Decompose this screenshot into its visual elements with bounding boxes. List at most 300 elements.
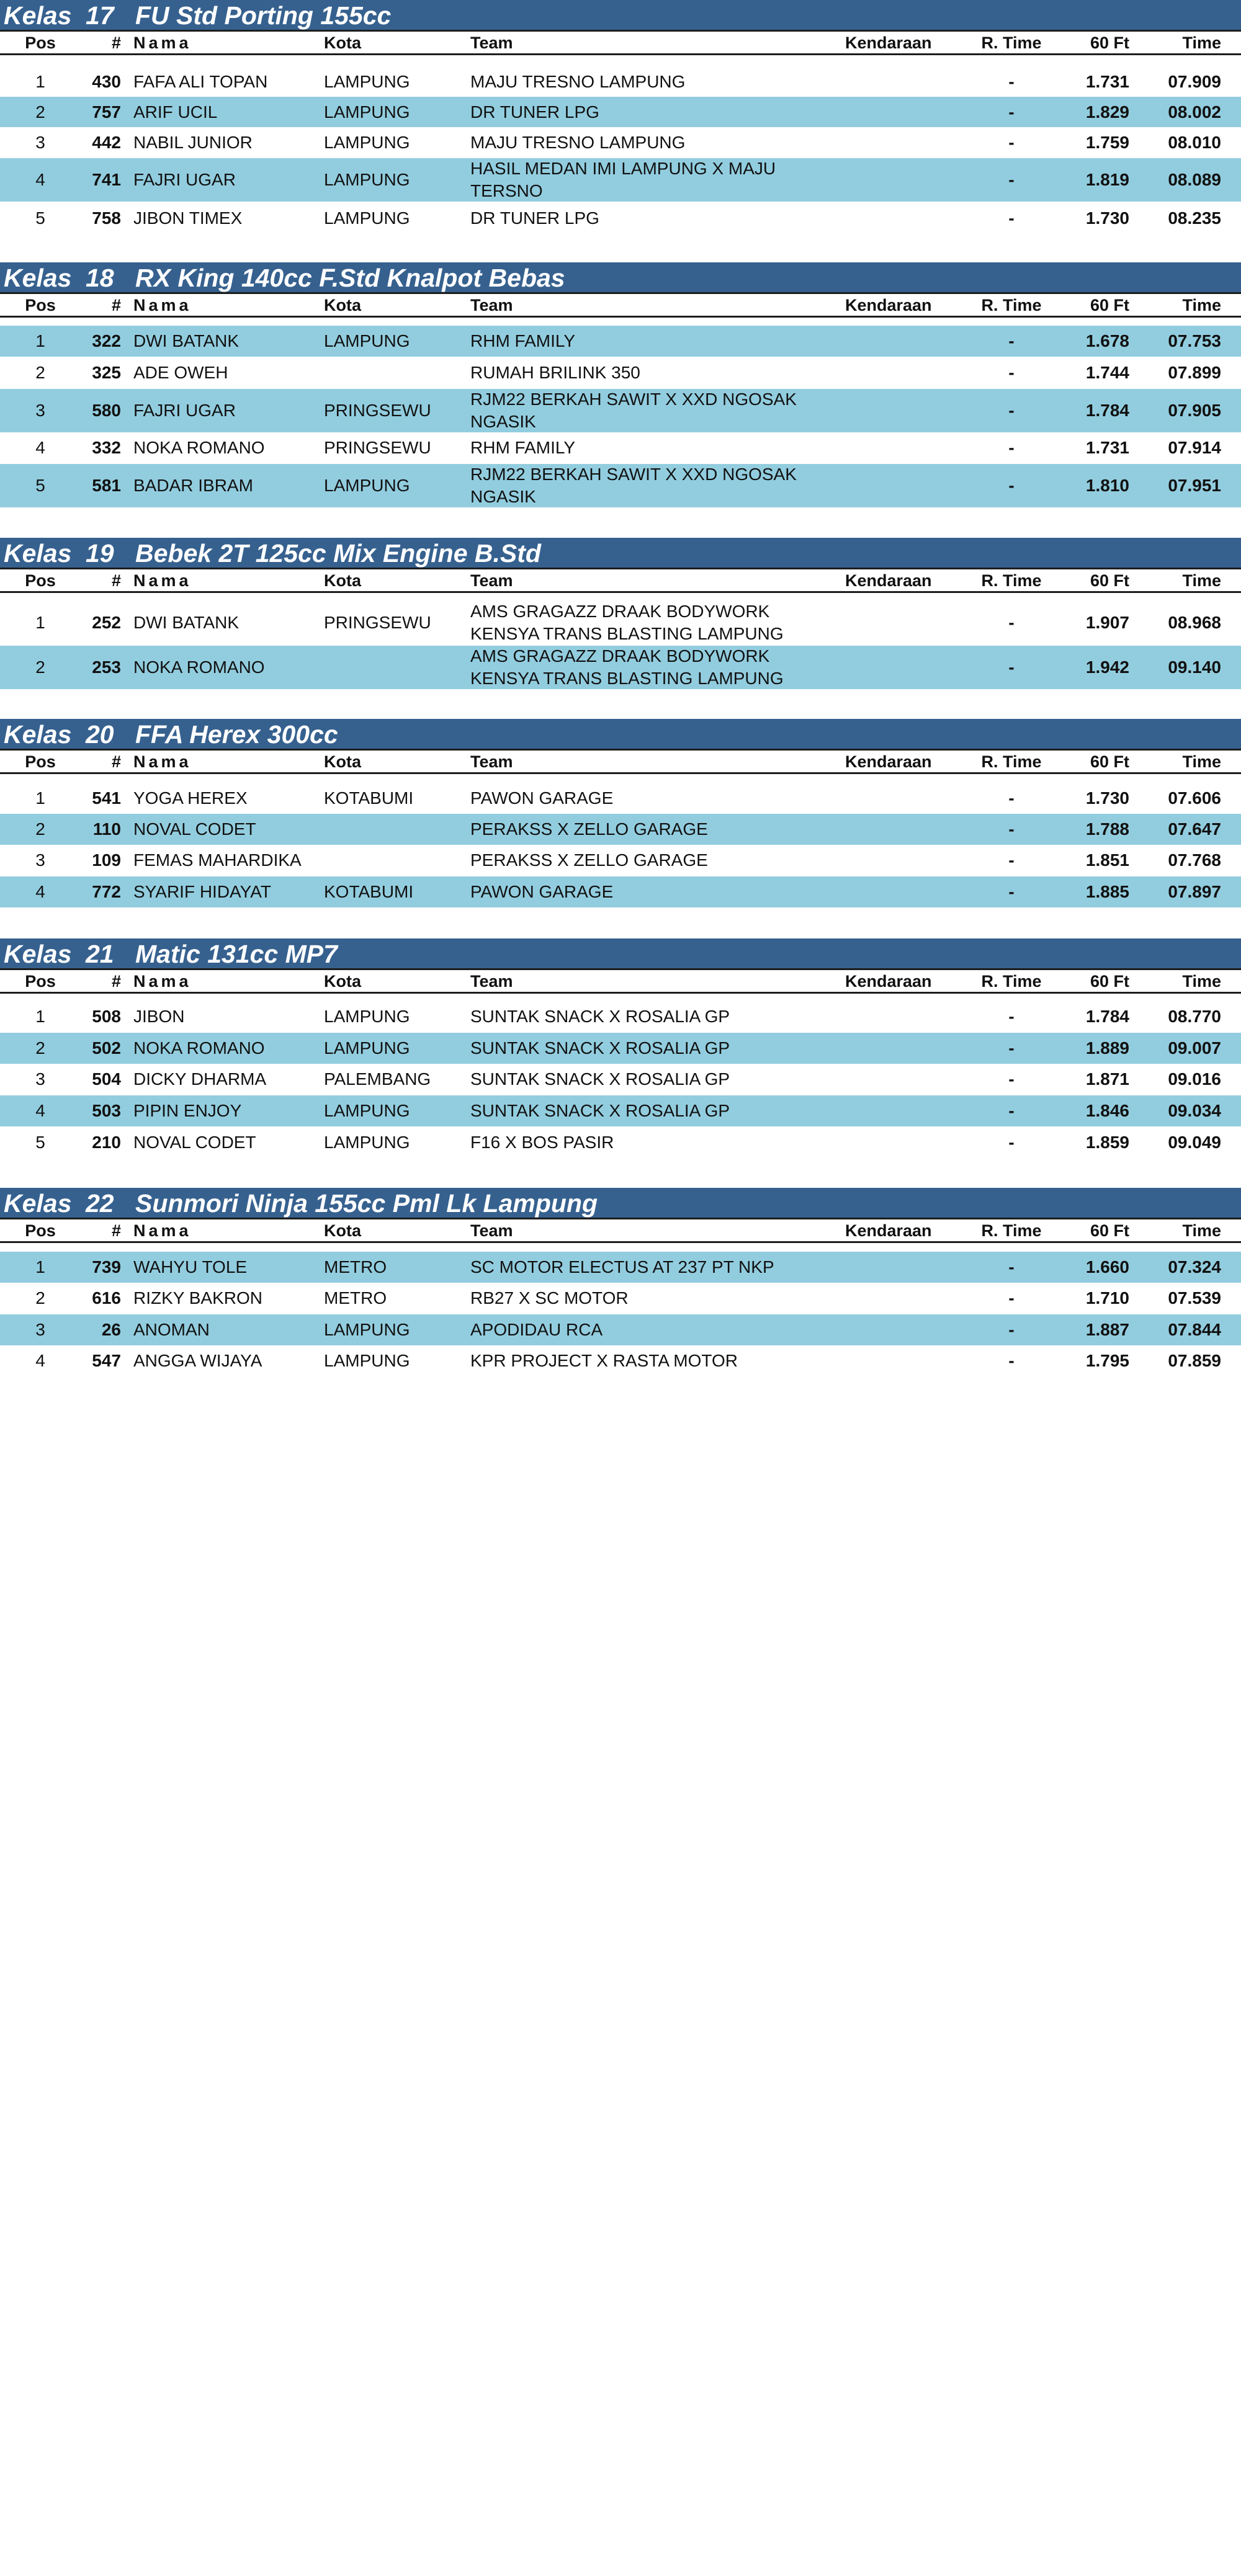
column-header-nama: Nama <box>133 752 192 771</box>
cell-num: 430 <box>92 71 121 91</box>
header-divider <box>0 53 1241 55</box>
column-header-num: # <box>111 571 121 590</box>
cell-kendaraan <box>831 326 949 357</box>
column-header-kota: Kota <box>324 296 361 314</box>
table-row <box>0 357 1241 388</box>
table-row <box>0 783 1241 814</box>
cell-pos: 1 <box>35 1257 45 1277</box>
cell-team: RJM22 BERKAH SAWIT X XXD NGOSAK NGASIK <box>470 390 797 431</box>
column-header-time: Time <box>1182 1221 1221 1240</box>
cell-time: 09.034 <box>1168 1101 1221 1120</box>
cell-pos: 4 <box>35 438 45 457</box>
class-title: FFA Herex 300cc <box>135 720 338 749</box>
cell-kendaraan <box>831 97 949 127</box>
cell-ft60: 1.819 <box>1085 170 1129 189</box>
column-header-num: # <box>111 296 121 314</box>
cell-nama: FAFA ALI TOPAN <box>133 71 268 91</box>
cell-pos: 5 <box>35 208 45 228</box>
column-header-team: Team <box>470 33 513 52</box>
column-header-rtime: R. Time <box>981 33 1042 52</box>
cell-kendaraan <box>831 1345 949 1376</box>
column-header-nama: Nama <box>133 1221 192 1240</box>
header-divider <box>0 992 1241 994</box>
cell-kota: LAMPUNG <box>324 208 410 228</box>
column-header-row <box>0 1219 1241 1242</box>
cell-rtime: - <box>1008 331 1015 350</box>
cell-num: 758 <box>92 208 121 228</box>
column-header-nama: Nama <box>133 571 192 590</box>
column-header-ft60: 60 Ft <box>1090 33 1129 52</box>
cell-kota: PRINGSEWU <box>324 613 431 632</box>
table-row <box>0 158 1241 202</box>
class-title: Sunmori Ninja 155cc Pml Lk Lampung <box>135 1189 598 1218</box>
column-header-row <box>0 569 1241 592</box>
cell-team: AMS GRAGAZZ DRAAK BODYWORK KENSYA TRANS BLASTING LAMPUNG <box>470 646 784 688</box>
column-header-team: Team <box>470 571 513 590</box>
cell-team: PAWON GARAGE <box>470 788 614 808</box>
cell-rtime: - <box>1008 1007 1015 1026</box>
column-header-ft60: 60 Ft <box>1090 571 1129 590</box>
cell-ft60: 1.731 <box>1085 71 1129 91</box>
header-divider <box>0 316 1241 318</box>
cell-kendaraan <box>831 1314 949 1345</box>
cell-rtime: - <box>1008 1351 1015 1370</box>
column-header-team: Team <box>470 752 513 771</box>
cell-kendaraan <box>831 601 949 644</box>
cell-kota: LAMPUNG <box>324 1038 410 1058</box>
cell-kendaraan <box>831 432 949 463</box>
cell-pos: 2 <box>35 819 45 839</box>
column-header-pos: Pos <box>25 33 56 52</box>
column-header-rtime: R. Time <box>981 752 1042 771</box>
column-header-kendaraan: Kendaraan <box>845 972 932 991</box>
column-header-pos: Pos <box>25 1221 56 1240</box>
cell-ft60: 1.885 <box>1085 882 1129 901</box>
class-number: 20 <box>86 720 114 749</box>
cell-num: 741 <box>92 170 121 189</box>
column-header-row <box>0 294 1241 316</box>
cell-rtime: - <box>1008 788 1015 808</box>
cell-kota: LAMPUNG <box>324 331 410 350</box>
cell-nama: NOKA ROMANO <box>133 438 265 457</box>
cell-num: 503 <box>92 1101 121 1120</box>
table-row <box>0 876 1241 907</box>
cell-ft60: 1.744 <box>1085 363 1129 382</box>
column-header-kendaraan: Kendaraan <box>845 1221 932 1240</box>
cell-team: PERAKSS X ZELLO GARAGE <box>470 819 708 839</box>
table-row <box>0 1127 1241 1158</box>
cell-kendaraan <box>831 1283 949 1314</box>
cell-kota: LAMPUNG <box>324 1007 410 1026</box>
cell-rtime: - <box>1008 1069 1015 1089</box>
cell-time: 07.844 <box>1168 1320 1221 1339</box>
table-row <box>0 1064 1241 1095</box>
cell-rtime: - <box>1008 1288 1015 1308</box>
column-header-ft60: 60 Ft <box>1090 752 1129 771</box>
cell-nama: JIBON TIMEX <box>133 208 243 228</box>
cell-team: RUMAH BRILINK 350 <box>470 363 640 382</box>
column-header-nama: Nama <box>133 972 192 991</box>
cell-pos: 1 <box>35 331 45 350</box>
column-header-rtime: R. Time <box>981 571 1042 590</box>
cell-pos: 4 <box>35 1101 45 1120</box>
cell-num: 502 <box>92 1038 121 1058</box>
cell-kendaraan <box>831 1033 949 1064</box>
table-row <box>0 1283 1241 1314</box>
cell-kota: KOTABUMI <box>324 788 414 808</box>
cell-nama: BADAR IBRAM <box>133 476 253 495</box>
table-row <box>0 1095 1241 1126</box>
column-header-rtime: R. Time <box>981 296 1042 314</box>
cell-team: RHM FAMILY <box>470 331 576 350</box>
cell-time: 09.049 <box>1168 1133 1221 1152</box>
cell-time: 07.905 <box>1168 401 1221 420</box>
cell-rtime: - <box>1008 657 1015 677</box>
cell-nama: ANGGA WIJAYA <box>133 1351 262 1370</box>
cell-kota <box>324 845 467 876</box>
cell-kendaraan <box>831 814 949 845</box>
column-header-kota: Kota <box>324 752 361 771</box>
table-row <box>0 389 1241 432</box>
cell-time: 07.539 <box>1168 1288 1221 1308</box>
cell-ft60: 1.859 <box>1085 1133 1129 1152</box>
cell-rtime: - <box>1008 170 1015 189</box>
table-row <box>0 1345 1241 1376</box>
cell-time: 09.016 <box>1168 1069 1221 1089</box>
class-banner <box>0 1188 1241 1219</box>
cell-pos: 4 <box>35 170 45 189</box>
table-row <box>0 66 1241 97</box>
cell-nama: FEMAS MAHARDIKA <box>133 850 302 870</box>
cell-rtime: - <box>1008 363 1015 382</box>
cell-time: 07.909 <box>1168 71 1221 91</box>
cell-kota: LAMPUNG <box>324 71 410 91</box>
cell-time: 09.140 <box>1168 657 1221 677</box>
cell-team: DR TUNER LPG <box>470 102 599 122</box>
cell-time: 07.914 <box>1168 438 1221 457</box>
cell-time: 08.089 <box>1168 170 1221 189</box>
table-row <box>0 601 1241 644</box>
cell-nama: DWI BATANK <box>133 331 240 350</box>
cell-num: 547 <box>92 1351 121 1370</box>
cell-nama: NABIL JUNIOR <box>133 132 253 152</box>
cell-time: 08.770 <box>1168 1007 1221 1026</box>
cell-num: 581 <box>92 476 121 495</box>
cell-team: HASIL MEDAN IMI LAMPUNG X MAJU TERSNO <box>470 159 776 200</box>
cell-num: 26 <box>101 1320 121 1339</box>
column-header-kota: Kota <box>324 972 361 991</box>
cell-pos: 3 <box>35 850 45 870</box>
cell-rtime: - <box>1008 1038 1015 1058</box>
cell-kota: METRO <box>324 1288 387 1308</box>
cell-ft60: 1.784 <box>1085 1007 1129 1026</box>
column-header-pos: Pos <box>25 972 56 991</box>
column-header-kota: Kota <box>324 571 361 590</box>
cell-nama: ARIF UCIL <box>133 102 218 122</box>
cell-num: 110 <box>92 819 121 839</box>
cell-pos: 5 <box>35 476 45 495</box>
table-row <box>0 432 1241 463</box>
cell-pos: 3 <box>35 1320 45 1339</box>
cell-rtime: - <box>1008 102 1015 122</box>
cell-team: MAJU TRESNO LAMPUNG <box>470 132 686 152</box>
cell-nama: WAHYU TOLE <box>133 1257 248 1277</box>
cell-nama: FAJRI UGAR <box>133 401 236 420</box>
class-number: 18 <box>86 264 114 292</box>
cell-ft60: 1.846 <box>1085 1101 1129 1120</box>
cell-ft60: 1.730 <box>1085 788 1129 808</box>
cell-rtime: - <box>1008 613 1015 632</box>
cell-ft60: 1.759 <box>1085 132 1129 152</box>
cell-pos: 3 <box>35 1069 45 1089</box>
cell-num: 508 <box>92 1007 121 1026</box>
table-row <box>0 814 1241 845</box>
cell-pos: 3 <box>35 132 45 152</box>
cell-kota: LAMPUNG <box>324 170 410 189</box>
table-row <box>0 464 1241 507</box>
column-header-rtime: R. Time <box>981 1221 1042 1240</box>
class-label: Kelas <box>4 940 72 968</box>
cell-team: RJM22 BERKAH SAWIT X XXD NGOSAK NGASIK <box>470 465 797 506</box>
cell-time: 07.899 <box>1168 363 1221 382</box>
column-header-pos: Pos <box>25 571 56 590</box>
cell-kota: LAMPUNG <box>324 476 410 495</box>
cell-team: PERAKSS X ZELLO GARAGE <box>470 850 708 870</box>
column-header-team: Team <box>470 296 513 314</box>
column-header-time: Time <box>1182 296 1221 314</box>
cell-kota: LAMPUNG <box>324 1320 410 1339</box>
column-header-time: Time <box>1182 752 1221 771</box>
cell-ft60: 1.710 <box>1085 1288 1129 1308</box>
cell-pos: 2 <box>35 1038 45 1058</box>
cell-kota: LAMPUNG <box>324 1133 410 1152</box>
column-header-ft60: 60 Ft <box>1090 1221 1129 1240</box>
column-header-time: Time <box>1182 972 1221 991</box>
cell-time: 07.951 <box>1168 476 1221 495</box>
cell-rtime: - <box>1008 476 1015 495</box>
column-header-num: # <box>111 1221 121 1240</box>
cell-ft60: 1.907 <box>1085 613 1129 632</box>
class-label: Kelas <box>4 1189 72 1218</box>
table-row <box>0 127 1241 158</box>
table-row <box>0 1314 1241 1345</box>
class-title: Bebek 2T 125cc Mix Engine B.Std <box>135 539 541 568</box>
cell-nama: NOKA ROMANO <box>133 1038 265 1058</box>
cell-rtime: - <box>1008 1320 1015 1339</box>
cell-pos: 2 <box>35 102 45 122</box>
cell-pos: 4 <box>35 1351 45 1370</box>
cell-nama: DWI BATANK <box>133 613 240 632</box>
cell-num: 504 <box>92 1069 121 1089</box>
cell-team: RB27 X SC MOTOR <box>470 1288 629 1308</box>
cell-time: 07.753 <box>1168 331 1221 350</box>
column-header-rtime: R. Time <box>981 972 1042 991</box>
cell-num: 616 <box>92 1288 121 1308</box>
cell-ft60: 1.731 <box>1085 438 1129 457</box>
cell-kendaraan <box>831 464 949 507</box>
cell-num: 322 <box>92 331 121 350</box>
cell-num: 541 <box>92 788 121 808</box>
table-row <box>0 1033 1241 1064</box>
cell-team: SUNTAK SNACK X ROSALIA GP <box>470 1007 730 1026</box>
cell-time: 07.324 <box>1168 1257 1221 1277</box>
column-header-team: Team <box>470 972 513 991</box>
cell-nama: FAJRI UGAR <box>133 170 236 189</box>
cell-team: SUNTAK SNACK X ROSALIA GP <box>470 1069 730 1089</box>
table-row <box>0 97 1241 127</box>
class-banner <box>0 262 1241 294</box>
cell-team: DR TUNER LPG <box>470 208 599 228</box>
cell-kota: PRINGSEWU <box>324 438 431 457</box>
cell-pos: 2 <box>35 1288 45 1308</box>
cell-ft60: 1.730 <box>1085 208 1129 228</box>
class-number: 21 <box>86 940 114 968</box>
column-header-kendaraan: Kendaraan <box>845 571 932 590</box>
class-title: FU Std Porting 155cc <box>135 1 392 30</box>
column-header-time: Time <box>1182 33 1221 52</box>
table-row <box>0 1252 1241 1283</box>
cell-rtime: - <box>1008 132 1015 152</box>
column-header-time: Time <box>1182 571 1221 590</box>
cell-nama: ADE OWEH <box>133 363 228 382</box>
cell-kendaraan <box>831 646 949 689</box>
cell-kota: PALEMBANG <box>324 1069 431 1089</box>
column-header-row <box>0 32 1241 54</box>
column-header-kendaraan: Kendaraan <box>845 33 932 52</box>
cell-pos: 2 <box>35 657 45 677</box>
cell-time: 07.768 <box>1168 850 1221 870</box>
cell-num: 325 <box>92 363 121 382</box>
cell-kota <box>324 814 467 845</box>
cell-ft60: 1.889 <box>1085 1038 1129 1058</box>
cell-rtime: - <box>1008 401 1015 420</box>
cell-rtime: - <box>1008 882 1015 901</box>
column-header-kendaraan: Kendaraan <box>845 752 932 771</box>
table-row <box>0 203 1241 233</box>
cell-time: 07.647 <box>1168 819 1221 839</box>
cell-kendaraan <box>831 1127 949 1158</box>
column-header-row <box>0 751 1241 773</box>
cell-kota: PRINGSEWU <box>324 401 431 420</box>
table-row <box>0 646 1241 689</box>
cell-time: 08.235 <box>1168 208 1221 228</box>
cell-team: PAWON GARAGE <box>470 882 614 901</box>
cell-pos: 1 <box>35 71 45 91</box>
cell-time: 07.897 <box>1168 882 1221 901</box>
class-label: Kelas <box>4 264 72 292</box>
cell-ft60: 1.942 <box>1085 657 1129 677</box>
cell-num: 252 <box>92 613 121 632</box>
cell-kendaraan <box>831 389 949 432</box>
cell-ft60: 1.871 <box>1085 1069 1129 1089</box>
cell-pos: 1 <box>35 1007 45 1026</box>
cell-nama: NOKA ROMANO <box>133 657 265 677</box>
column-header-team: Team <box>470 1221 513 1240</box>
class-title: RX King 140cc F.Std Knalpot Bebas <box>135 264 565 292</box>
cell-kendaraan <box>831 203 949 233</box>
cell-time: 08.002 <box>1168 102 1221 122</box>
cell-kota: LAMPUNG <box>324 1351 410 1370</box>
column-header-num: # <box>111 752 121 771</box>
cell-pos: 5 <box>35 1133 45 1152</box>
cell-team: F16 X BOS PASIR <box>470 1133 614 1152</box>
cell-rtime: - <box>1008 438 1015 457</box>
cell-time: 09.007 <box>1168 1038 1221 1058</box>
cell-ft60: 1.829 <box>1085 102 1129 122</box>
cell-nama: NOVAL CODET <box>133 819 256 839</box>
cell-rtime: - <box>1008 208 1015 228</box>
cell-kota <box>324 646 467 689</box>
cell-kendaraan <box>831 127 949 158</box>
column-header-num: # <box>111 33 121 52</box>
cell-nama: YOGA HEREX <box>133 788 248 808</box>
cell-nama: JIBON <box>133 1007 185 1026</box>
cell-time: 07.859 <box>1168 1351 1221 1370</box>
cell-pos: 4 <box>35 882 45 901</box>
cell-kota: KOTABUMI <box>324 882 414 901</box>
cell-rtime: - <box>1008 819 1015 839</box>
cell-nama: PIPIN ENJOY <box>133 1101 242 1120</box>
cell-team: SUNTAK SNACK X ROSALIA GP <box>470 1038 730 1058</box>
column-header-pos: Pos <box>25 296 56 314</box>
cell-pos: 1 <box>35 788 45 808</box>
cell-ft60: 1.660 <box>1085 1257 1129 1277</box>
cell-team: AMS GRAGAZZ DRAAK BODYWORK KENSYA TRANS BLASTING LAMPUNG <box>470 602 784 643</box>
column-header-ft60: 60 Ft <box>1090 296 1129 314</box>
cell-rtime: - <box>1008 1257 1015 1277</box>
cell-rtime: - <box>1008 1101 1015 1120</box>
column-header-nama: Nama <box>133 296 192 314</box>
cell-ft60: 1.678 <box>1085 331 1129 350</box>
column-header-ft60: 60 Ft <box>1090 972 1129 991</box>
cell-nama: NOVAL CODET <box>133 1133 256 1152</box>
column-header-nama: Nama <box>133 33 192 52</box>
cell-num: 772 <box>92 882 121 901</box>
cell-kendaraan <box>831 783 949 814</box>
class-banner <box>0 538 1241 569</box>
cell-num: 739 <box>92 1257 121 1277</box>
cell-team: RHM FAMILY <box>470 438 576 457</box>
cell-ft60: 1.851 <box>1085 850 1129 870</box>
cell-ft60: 1.788 <box>1085 819 1129 839</box>
class-banner <box>0 938 1241 970</box>
column-header-kendaraan: Kendaraan <box>845 296 932 314</box>
column-header-num: # <box>111 972 121 991</box>
cell-nama: RIZKY BAKRON <box>133 1288 262 1308</box>
cell-team: MAJU TRESNO LAMPUNG <box>470 71 686 91</box>
cell-num: 332 <box>92 438 121 457</box>
cell-num: 253 <box>92 657 121 677</box>
column-header-pos: Pos <box>25 752 56 771</box>
cell-kota: LAMPUNG <box>324 1101 410 1120</box>
table-row <box>0 1001 1241 1032</box>
class-label: Kelas <box>4 1 72 30</box>
cell-num: 109 <box>92 850 121 870</box>
column-header-row <box>0 970 1241 992</box>
class-number: 19 <box>86 539 114 568</box>
cell-kota: LAMPUNG <box>324 132 410 152</box>
cell-kendaraan <box>831 1001 949 1032</box>
header-divider <box>0 772 1241 774</box>
cell-kendaraan <box>831 158 949 202</box>
cell-time: 07.606 <box>1168 788 1221 808</box>
class-label: Kelas <box>4 720 72 749</box>
cell-kendaraan <box>831 1252 949 1283</box>
cell-kendaraan <box>831 1095 949 1126</box>
cell-nama: DICKY DHARMA <box>133 1069 267 1089</box>
class-label: Kelas <box>4 539 72 568</box>
cell-kota: METRO <box>324 1257 387 1277</box>
